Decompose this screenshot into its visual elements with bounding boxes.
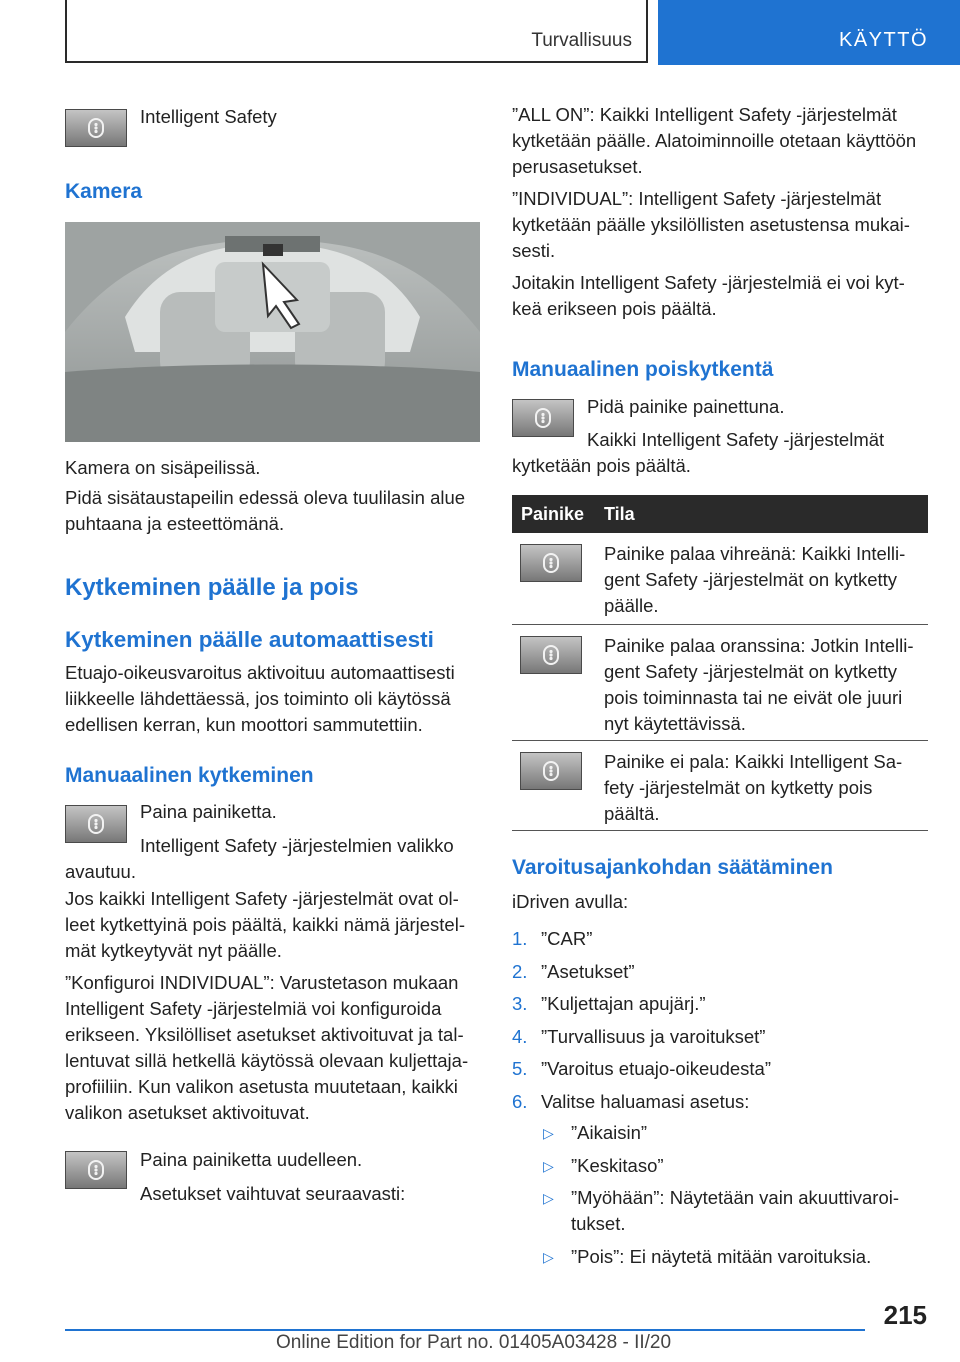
header-section-tab [65,0,648,63]
page-number: 215 [883,1300,927,1330]
menu-opens-text: Intelligent Safety -järjestelmien valikko avautuu. [65,835,454,882]
button-status-table [512,495,928,831]
timing-options-list [541,1120,931,1276]
intelligent-safety-button-icon [65,1151,127,1189]
list-item: 5. ”Varoitus etuajo-oikeudesta” [512,1058,772,1079]
intelligent-safety-button-icon [520,752,582,790]
warning-timing-heading: Varoitusajankohdan säätäminen [512,856,833,879]
header-chapter-tab [658,0,960,65]
settings-change-text: Asetukset vaihtuvat seuraavasti: [140,1183,406,1204]
table-cell-status: Painike palaa vihreänä: Kaikki Intelli-gent Safety -järjestelmät on kytketty päälle. [604,543,906,616]
footer-edition: Online Edition for Part no. 01405A03428 - II/20 [276,1332,672,1353]
auto-on-text: Etuajo-oikeusvaroitus aktivoituu automaattisesti liikkeelle lähdettäessä, jos toiminto oli käytössä edellisen kerran, kun moottori sammutettiin. [65,662,455,735]
list-item: ▷ ”Myöhään”: Näytetään vain akuuttivaroi-tukset. [543,1187,900,1234]
manual-off-heading: Manuaalinen poiskytkentä [512,358,774,381]
list-item: 4. ”Turvallisuus ja varoitukset” [512,1025,766,1047]
camera-heading: Kamera [65,180,143,203]
manual-on-heading: Manuaalinen kytkeminen [65,764,314,787]
configure-individual-text: ”Konfiguroi INDIVIDUAL”: Varustetason mukaan Intelligent Safety -järjestelmiä voi konfiguroida erikseen. Yksilölliset asetukset aktivoituvat ja tal-lentuvat sillä hetkellä käytössä olevaan kuljettaja-profiiliin. Kun valikon asetusta muutetaan, kaikki valikon asetukset aktivoituvat. [65,972,469,1123]
press-again-text: Paina painiketta uudelleen. [140,1149,363,1170]
list-item: ▷ ”Keskitaso” [541,1153,931,1179]
list-item: 6. Valitse haluamasi asetus: [512,1090,750,1112]
press-button-text: Paina painiketta. [140,801,277,822]
table-cell-status: Painike palaa oranssina: Jotkin Intelli-gent Safety -järjestelmät on kytketty pois toiminnasta tai ne eivät ole juuri nyt käytettävissä. [604,635,914,734]
table-row [512,533,928,625]
header-chapter-title: KÄYTTÖ [838,29,928,51]
intelligent-safety-button-icon [520,636,582,674]
some-systems-text: Joitakin Intelligent Safety -järjestelmiä ei voi kyt-keä erikseen pois päältä. [512,272,905,319]
idrive-text: iDriven avulla: [512,891,629,912]
triangle-bullet-icon: ▷ [543,1190,554,1206]
header-section-title: Turvallisuus [531,30,632,51]
intelligent-safety-button-icon [520,544,582,582]
list-item: 2. ”Asetukset” [512,960,635,982]
hold-button-text: Pidä painike painettuna. [587,396,785,417]
triangle-bullet-icon: ▷ [543,1157,554,1174]
table-header-button: Painike [521,504,585,524]
triangle-bullet-icon: ▷ [543,1248,554,1265]
list-item: 1. ”CAR” [512,928,593,949]
intelligent-safety-label: Intelligent Safety [140,106,277,127]
intelligent-safety-button-icon [65,109,127,147]
table-header-status: Tila [604,504,635,524]
if-all-off-text: Jos kaikki Intelligent Safety -järjestelmät ovat ol-leet kytkettyinä pois päältä, kaikki nämä järjestel-mät kytkeytyvät nyt päälle. [65,888,465,961]
switch-on-off-heading: Kytkeminen päälle ja pois [65,574,359,601]
table-cell-status: Painike ei pala: Kaikki Intelligent Sa-fety -järjestelmät on kytketty pois päältä. [604,751,903,824]
idrive-steps-list [512,926,932,1121]
all-off-text: Kaikki Intelligent Safety -järjestelmät kytketään pois päältä. [512,429,885,476]
list-item: 3. ”Kuljettajan apujärj.” [512,993,706,1014]
auto-on-heading: Kytkeminen päälle automaattisesti [65,627,434,652]
camera-location-photo [65,222,480,442]
triangle-bullet-icon: ▷ [543,1125,554,1141]
camera-caption: Kamera on sisäpeilissä. [65,457,261,478]
list-item: ▷ ”Pois”: Ei näytetä mitään varoituksia. [541,1244,931,1270]
table-row [512,625,928,741]
camera-note: Pidä sisätaustapeilin edessä oleva tuulilasin alue puhtaana ja esteettömänä. [65,487,466,534]
table-header [512,495,928,533]
footer-divider [65,1329,865,1331]
table-row [512,741,928,831]
list-item: ▷ ”Aikaisin” [541,1120,931,1146]
all-on-text: ”ALL ON”: Kaikki Intelligent Safety -järjestelmät kytketään päälle. Alatoiminnoille otetaan käyttöön perusasetukset. [512,104,917,177]
individual-text: ”INDIVIDUAL”: Intelligent Safety -järjestelmät kytketään päälle yksilöllisten asetustensa mukai-sesti. [512,188,910,261]
